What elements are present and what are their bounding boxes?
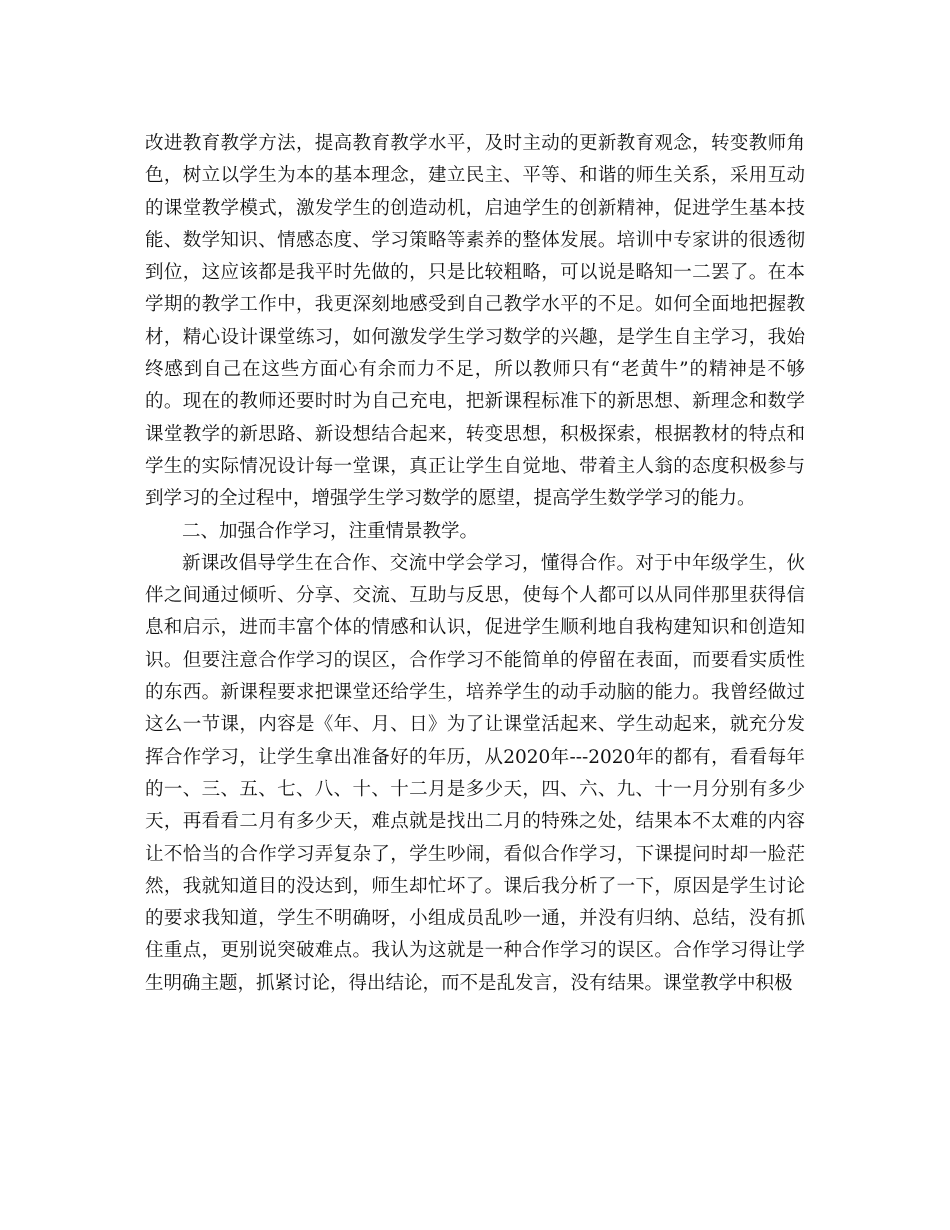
paragraph-intro: 改进教育教学方法，提高教育教学水平，及时主动的更新教育观念，转变教师角色，树立以学生为本的基本理念，建立民主、平等、和谐的师生关系，采用互动的课堂教学模式，激发学生的创造动机，启迪学生的创新精神，促进学生基本技能、数学知识、情感态度、学习策略等素养的整体发展。培训中专家讲的很透彻到位，这应该都是我平时先做的，只是比较粗略，可以说是略知一二罢了。在本学期的教学工作中，我更深刻地感受到自己教学水平的不足。如何全面地把握教材，精心设计课堂练习，如何激发学生学习数学的兴趣，是学生自主学习，我始终感到自己在这些方面心有余而力不足，所以教师只有“老黄牛”的精神是不够的。现在的教师还要时时为自己充电，把新课程标准下的新思想、新理念和数学课堂教学的新思路、新设想结合起来，转变思想，积极探索，根据教材的特点和学生的实际情况设计每一堂课，真正让学生自觉地、带着主人翁的态度积极参与到学习的全过程中，增强学生学习数学的愿望，提高学生数学学习的能力。 bbox=[145, 133, 805, 510]
document-body bbox=[145, 128, 805, 1000]
paragraph-cooperative-learning: 新课改倡导学生在合作、交流中学会学习，懂得合作。对于中年级学生，伙伴之间通过倾听、分享、交流、互助与反思，使每个人都可以从同伴那里获得信息和启示，进而丰富个体的情感和认识，促进学生顺利地自我构建知识和创造知识。但要注意合作学习的误区，合作学习不能简单的停留在表面，而要看实质性的东西。新课程要求把课堂还给学生，培养学生的动手动脑的能力。我曾经做过这么一节课，内容是《年、月、日》为了让课堂活起来、学生动起来，就充分发挥合作学习，让学生拿出准备好的年历，从2020年---2020年的都有，看看每年的一、三、五、七、八、十、十二月是多少天，四、六、九、十一月分别有多少天，再看看二月有多少天，难点就是找出二月的特殊之处，结果本不太难的内容让不恰当的合作学习弄复杂了，学生吵闹，看似合作学习，下课提问时却一脸茫然，我就知道目的没达到，师生却忙坏了。课后我分析了一下，原因是学生讨论的要求我知道，学生不明确呀，小组成员乱吵一通，并没有归纳、总结，没有抓住重点，更别说突破难点。我认为这就是一种合作学习的误区。合作学习得让学生明确主题，抓紧讨论，得出结论，而不是乱发言，没有结果。课堂教学中积极 bbox=[145, 552, 805, 994]
section-heading-cooperative-learning: 二、加强合作学习，注重情景教学。 bbox=[182, 520, 479, 542]
